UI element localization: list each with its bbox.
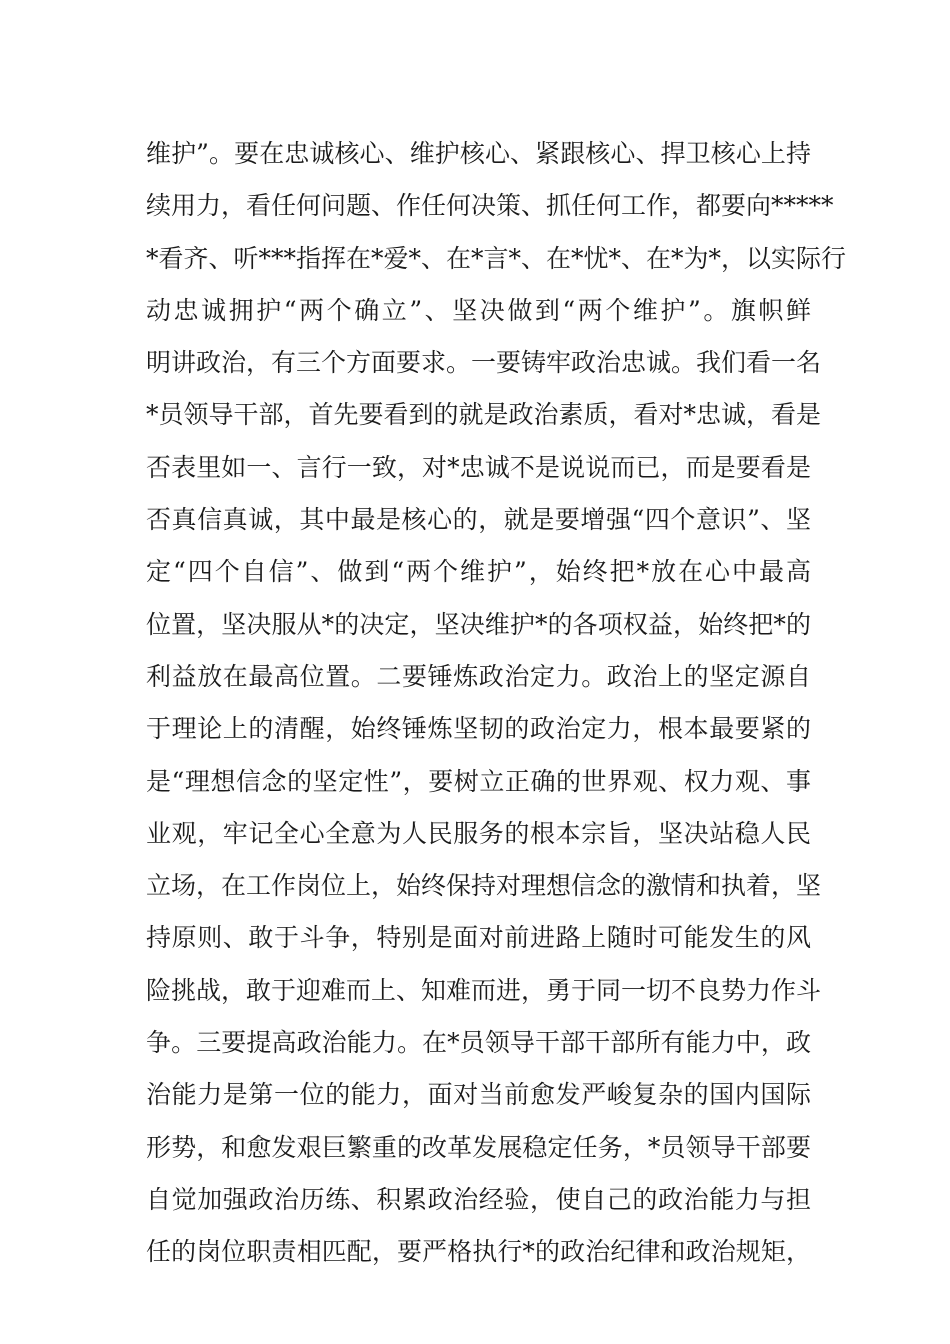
text-line: 立场，在工作岗位上，始终保持对理想信念的激情和执着，坚: [146, 871, 822, 901]
text-line: 持原则、敢于斗争，特别是面对前进路上随时可能发生的风: [146, 923, 811, 953]
text-line: 维护”。要在忠诚核心、维护核心、紧跟核心、捍卫核心上持: [146, 139, 811, 168]
text-line: 位置，坚决服从*的决定，坚决维护*的各项权益，始终把*的: [146, 609, 811, 639]
text-line: 动忠诚拥护“两个确立”、坚决做到“两个维护”。旗帜鲜: [146, 295, 811, 325]
text-line: 业观，牢记全心全意为人民服务的根本宗旨，坚决站稳人民: [146, 818, 811, 848]
text-line: 于理论上的清醒，始终锤炼坚韧的政治定力，根本最要紧的: [146, 714, 811, 744]
text-line: 续用力，看任何问题、作任何决策、抓任何工作，都要向*****: [146, 191, 834, 221]
text-line: 利益放在最高位置。二要锤炼政治定力。政治上的坚定源自: [146, 661, 811, 691]
text-line: 任的岗位职责相匹配，要严格执行*的政治纪律和政治规矩，: [146, 1237, 811, 1267]
text-line: 否表里如一、言行一致，对*忠诚不是说说而已，而是要看是: [146, 452, 811, 482]
text-line: 是“理想信念的坚定性”，要树立正确的世界观、权力观、事: [146, 766, 811, 796]
text-line: *员领导干部，首先要看到的就是政治素质，看对*忠诚，看是: [146, 400, 822, 430]
text-line: 险挑战，敢于迎难而上、知难而进，勇于同一切不良势力作斗: [146, 975, 822, 1005]
text-line: 定“四个自信”、做到“两个维护”，始终把*放在心中最高: [146, 557, 811, 587]
text-line: 明讲政治，有三个方面要求。一要铸牢政治忠诚。我们看一名: [146, 348, 822, 378]
text-line: *看齐、听***指挥在*爱*、在*言*、在*忧*、在*为*，以实际行: [146, 243, 847, 273]
text-line: 形势，和愈发艰巨繁重的改革发展稳定任务，*员领导干部要: [146, 1132, 811, 1162]
text-line: 否真信真诚，其中最是核心的，就是要增强“四个意识”、坚: [146, 505, 811, 535]
text-line: 争。三要提高政治能力。在*员领导干部干部所有能力中，政: [146, 1028, 811, 1058]
text-line: 自觉加强政治历练、积累政治经验，使自己的政治能力与担: [146, 1184, 811, 1214]
text-line: 治能力是第一位的能力，面对当前愈发严峻复杂的国内国际: [146, 1080, 811, 1110]
body-paragraph: [146, 128, 847, 1279]
